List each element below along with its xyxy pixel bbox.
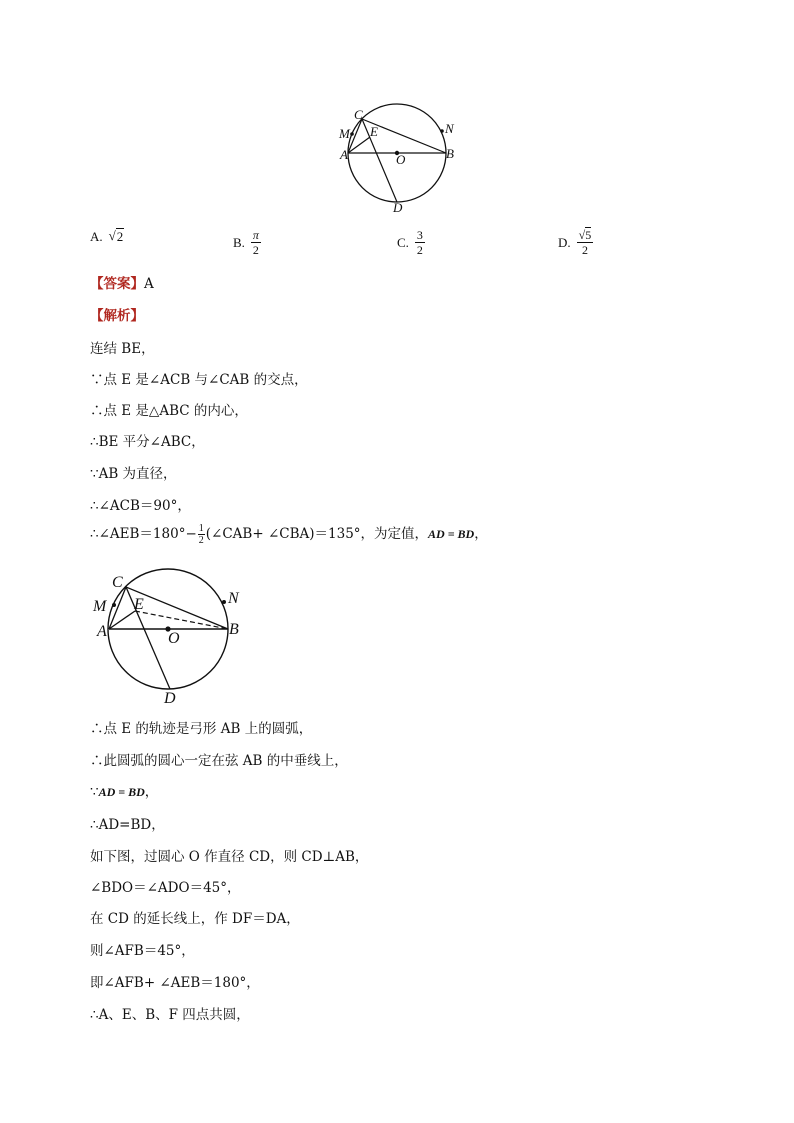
option-a-value: √ 2 bbox=[108, 228, 124, 244]
solution-line-13: ∠BDO＝∠ADO＝45°， bbox=[90, 880, 241, 896]
answer-line bbox=[90, 272, 154, 292]
point-m bbox=[350, 132, 354, 136]
label-d: D bbox=[393, 200, 403, 215]
circle-diagram-2 bbox=[88, 565, 258, 710]
option-b-value: $\frac{\pi}{2}$ bbox=[252, 228, 259, 257]
option-c-letter: C. bbox=[397, 234, 409, 250]
solution-line-11: ∴AD=BD， bbox=[90, 817, 165, 833]
solution-line-5: ∵AB 为直径， bbox=[90, 466, 177, 482]
option-b[interactable] bbox=[233, 228, 261, 257]
line10-equation: AD = BD bbox=[98, 785, 145, 799]
label-a: A bbox=[340, 147, 348, 162]
line7-post: (∠CAB+ ∠CBA)＝135°，为定值， bbox=[205, 526, 429, 542]
solution-line-1: 连结 BE， bbox=[90, 341, 155, 357]
figure-circle-top bbox=[330, 100, 470, 220]
label-c: C bbox=[354, 107, 363, 122]
analysis-tag: 【解析】 bbox=[90, 308, 144, 324]
line10-end: ， bbox=[144, 784, 159, 800]
label-e-2: E bbox=[134, 596, 144, 613]
half-fraction: $\frac{1}{2}$ bbox=[198, 523, 204, 546]
label-o-2: O bbox=[168, 630, 180, 647]
option-b-letter: B. bbox=[233, 234, 245, 250]
label-c-2: C bbox=[112, 574, 123, 591]
option-a[interactable] bbox=[90, 228, 124, 245]
answer-value: A bbox=[144, 276, 154, 292]
figure-circle-bottom bbox=[88, 565, 258, 710]
option-c-value: $\frac{3}{2}$ bbox=[416, 228, 423, 257]
point-n-2 bbox=[222, 600, 226, 604]
solution-line-12: 如下图，过圆心 O 作直径 CD，则 CD⊥AB， bbox=[90, 849, 369, 865]
option-a-letter: A. bbox=[90, 228, 103, 244]
label-n-2: N bbox=[228, 590, 239, 607]
solution-line-4: ∴BE 平分∠ABC， bbox=[90, 434, 205, 450]
solution-line-17: ∴A、E、B、F 四点共圆， bbox=[90, 1007, 250, 1023]
dashed-be bbox=[135, 611, 228, 629]
solution-line-6: ∴∠ACB＝90°， bbox=[90, 498, 191, 514]
solution-line-7 bbox=[90, 522, 488, 546]
solution-line-2: ∵点 E 是∠ACB 与∠CAB 的交点， bbox=[90, 372, 308, 388]
solution-line-10 bbox=[90, 780, 158, 800]
solution-line-16: 即∠AFB+ ∠AEB＝180°， bbox=[90, 975, 260, 991]
line7-equation: AD = BD bbox=[428, 527, 475, 541]
option-d-letter: D. bbox=[558, 234, 571, 250]
circle-diagram-1 bbox=[330, 100, 470, 220]
label-b: B bbox=[446, 146, 454, 161]
label-b-2: B bbox=[229, 621, 239, 638]
solution-line-8: ∴点 E 的轨迹是弓形 AB 上的圆弧， bbox=[90, 721, 313, 737]
label-m-2: M bbox=[93, 598, 107, 615]
point-m-2 bbox=[112, 603, 116, 607]
solution-line-3: ∴点 E 是△ABC 的内心， bbox=[90, 403, 248, 419]
option-c[interactable] bbox=[397, 228, 425, 257]
line7-prefix: ∴∠AEB＝180°− bbox=[90, 526, 197, 542]
answer-options bbox=[90, 228, 710, 262]
label-d-2: D bbox=[164, 690, 176, 707]
option-d-value: $\frac{√5}{2}$ bbox=[578, 228, 592, 257]
label-m: M bbox=[339, 126, 350, 141]
solution-line-9: ∴此圆弧的圆心一定在弦 AB 的中垂线上， bbox=[90, 753, 348, 769]
label-n: N bbox=[445, 121, 454, 136]
line7-end: ， bbox=[474, 526, 488, 542]
label-o: O bbox=[396, 152, 406, 167]
solution-line-15: 则∠AFB＝45°， bbox=[90, 943, 195, 959]
point-n bbox=[440, 129, 444, 133]
option-d[interactable] bbox=[558, 228, 593, 257]
solution-line-14: 在 CD 的延长线上，作 DF＝DA， bbox=[90, 911, 300, 927]
answer-tag: 【答案】 bbox=[90, 276, 144, 292]
line10-prefix: ∵ bbox=[90, 784, 99, 800]
label-e: E bbox=[370, 124, 378, 139]
label-a-2: A bbox=[97, 623, 107, 640]
analysis-tag-line bbox=[90, 304, 144, 324]
